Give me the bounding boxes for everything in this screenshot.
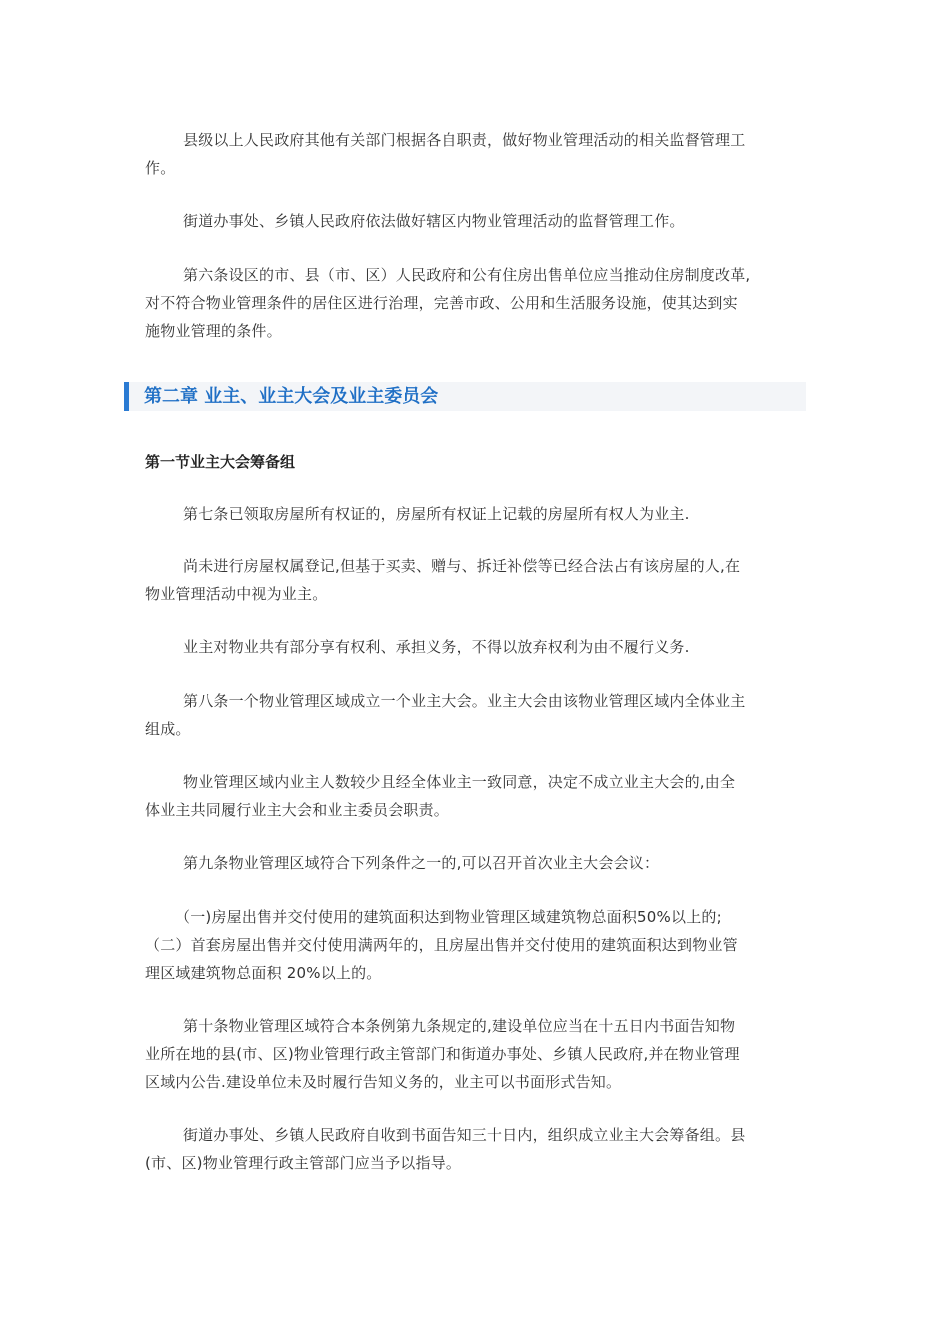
paragraph-few-owners (145, 768, 807, 824)
paragraph-line: 街道办事处、乡镇人民政府依法做好辖区内物业管理活动的监督管理工作。 (183, 212, 685, 230)
section-title: 第一节业主大会筹备组 (145, 453, 296, 471)
paragraph-line: 理区域建筑物总面积 20%以上的。 (145, 964, 382, 982)
paragraph-preparatory-group (145, 1121, 807, 1177)
chapter-heading (124, 382, 806, 411)
paragraph-county-departments (145, 126, 807, 182)
paragraph-conditions (145, 903, 807, 987)
paragraph-article-9 (145, 849, 807, 877)
paragraph-line: 业所在地的县(市、区)物业管理行政主管部门和街道办事处、乡镇人民政府,并在物业管理 (145, 1045, 740, 1063)
paragraph-line: 第十条物业管理区域符合本条例第九条规定的,建设单位应当在十五日内书面告知物 (183, 1017, 736, 1035)
paragraph-article-10 (145, 1012, 807, 1096)
paragraph-unregistered-owner (145, 552, 807, 608)
paragraph-line: 施物业管理的条件。 (145, 322, 282, 340)
paragraph-line: 街道办事处、乡镇人民政府自收到书面告知三十日内，组织成立业主大会筹备组。县 (183, 1126, 746, 1144)
chapter-title: 第二章 业主、业主大会及业主委员会 (144, 386, 439, 407)
paragraph-line: 组成。 (145, 720, 191, 738)
paragraph-line: 第九条物业管理区域符合下列条件之一的,可以召开首次业主大会会议： (183, 854, 660, 872)
paragraph-line: 业主对物业共有部分享有权利、承担义务，不得以放弃权利为由不履行义务. (183, 638, 690, 656)
paragraph-line: 体业主共同履行业主大会和业主委员会职责。 (145, 801, 450, 819)
paragraph-line: 第八条一个物业管理区域成立一个业主大会。业主大会由该物业管理区域内全体业主 (183, 692, 746, 710)
paragraph-line: (市、区)物业管理行政主管部门应当予以指导。 (145, 1154, 462, 1172)
paragraph-line: 物业管理区域内业主人数较少且经全体业主一致同意，决定不成立业主大会的,由全 (183, 773, 736, 791)
paragraph-line: 第七条已领取房屋所有权证的，房屋所有权证上记载的房屋所有权人为业主. (183, 505, 690, 523)
paragraph-line: 作。 (145, 159, 176, 177)
paragraph-article-6 (145, 261, 807, 345)
paragraph-line: 区域内公告.建设单位未及时履行告知义务的，业主可以书面形式告知。 (145, 1073, 622, 1091)
paragraph-line: 对不符合物业管理条件的居住区进行治理，完善市政、公用和生活服务设施，使其达到实 (145, 294, 738, 312)
paragraph-line: 物业管理活动中视为业主。 (145, 585, 328, 603)
paragraph-street-office (145, 207, 807, 235)
paragraph-line: 第六条设区的市、县（市、区）人民政府和公有住房出售单位应当推动住房制度改革, (183, 266, 751, 284)
paragraph-line: （一)房屋出售并交付使用的建筑面积达到物业管理区域建筑物总面积50%以上的; (175, 908, 722, 926)
chapter-accent-bar (124, 382, 129, 411)
paragraph-line: 尚未进行房屋权属登记,但基于买卖、赠与、拆迁补偿等已经合法占有该房屋的人,在 (183, 557, 741, 575)
paragraph-line: （二）首套房屋出售并交付使用满两年的，且房屋出售并交付使用的建筑面积达到物业管 (145, 936, 738, 954)
paragraph-article-8 (145, 687, 807, 743)
paragraph-article-7 (145, 500, 807, 528)
paragraph-line: 县级以上人民政府其他有关部门根据各自职责，做好物业管理活动的相关监督管理工 (183, 131, 746, 149)
paragraph-owner-rights (145, 633, 807, 661)
